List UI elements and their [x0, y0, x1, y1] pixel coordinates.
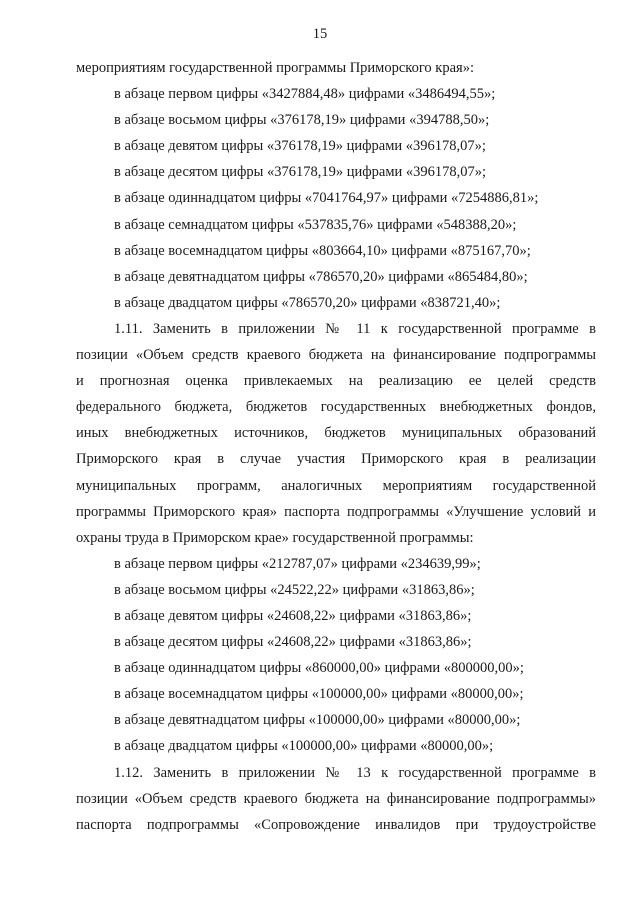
text-line: муниципальных программ, аналогичных мероприятиям государственной: [76, 477, 596, 494]
text-line: в абзаце семнадцатом цифры «537835,76» цифрами «548388,20»;: [114, 216, 517, 233]
text-line: в абзаце девятнадцатом цифры «786570,20» цифрами «865484,80»;: [114, 268, 528, 285]
text-line: в абзаце девятом цифры «376178,19» цифрами «396178,07»;: [114, 138, 486, 155]
text-line: в абзаце первом цифры «212787,07» цифрами «234639,99»;: [114, 555, 481, 572]
text-line: в абзаце десятом цифры «376178,19» цифрами «396178,07»;: [114, 164, 487, 181]
text-line: и прогнозная оценка привлекаемых на реализацию ее целей средств: [76, 373, 596, 390]
text-line: 1.11. Заменить в приложении № 11 к государственной программе в: [114, 320, 596, 337]
text-line: иных внебюджетных источников, бюджетов муниципальных образований: [76, 425, 596, 442]
text-line: в абзаце одиннадцатом цифры «7041764,97» цифрами «7254886,81»;: [114, 190, 539, 207]
text-line: программы Приморского края» паспорта подпрограммы «Улучшение условий и: [76, 503, 596, 520]
document-body: [76, 55, 596, 838]
text-line: в абзаце восемнадцатом цифры «803664,10» цифрами «875167,70»;: [114, 242, 531, 259]
text-line: в абзаце первом цифры «3427884,48» цифрами «3486494,55»;: [114, 86, 496, 103]
text-line: позиции «Объем средств краевого бюджета на финансирование подпрограммы»: [76, 790, 596, 807]
text-line: 1.12. Заменить в приложении № 13 к государственной программе в: [114, 764, 596, 781]
text-line: в абзаце восьмом цифры «376178,19» цифрами «394788,50»;: [114, 112, 490, 129]
text-line: в абзаце восемнадцатом цифры «100000,00» цифрами «80000,00»;: [114, 686, 524, 703]
text-line: позиции «Объем средств краевого бюджета на финансирование подпрограммы: [76, 347, 596, 364]
text-line: Приморского края в случае участия Приморского края в реализации: [76, 451, 596, 468]
text-line: в абзаце восьмом цифры «24522,22» цифрами «31863,86»;: [114, 581, 475, 598]
text-line: мероприятиям государственной программы Приморского края»:: [76, 60, 474, 76]
text-line: федерального бюджета, бюджетов государственных внебюджетных фондов,: [76, 399, 596, 416]
text-line: охраны труда в Приморском крае» государственной программы:: [76, 529, 474, 546]
text-line: в абзаце двадцатом цифры «786570,20» цифрами «838721,40»;: [114, 294, 501, 311]
text-line: в абзаце девятнадцатом цифры «100000,00» цифрами «80000,00»;: [114, 712, 521, 729]
page-number: 15: [312, 26, 328, 42]
text-line: в абзаце десятом цифры «24608,22» цифрами «31863,86»;: [114, 634, 472, 651]
text-line: в абзаце двадцатом цифры «100000,00» цифрами «80000,00»;: [114, 738, 494, 755]
text-line: паспорта подпрограммы «Сопровождение инвалидов при трудоустройстве: [76, 816, 596, 833]
text-line: в абзаце девятом цифры «24608,22» цифрами «31863,86»;: [114, 607, 472, 624]
text-line: в абзаце одиннадцатом цифры «860000,00» цифрами «800000,00»;: [114, 660, 524, 677]
